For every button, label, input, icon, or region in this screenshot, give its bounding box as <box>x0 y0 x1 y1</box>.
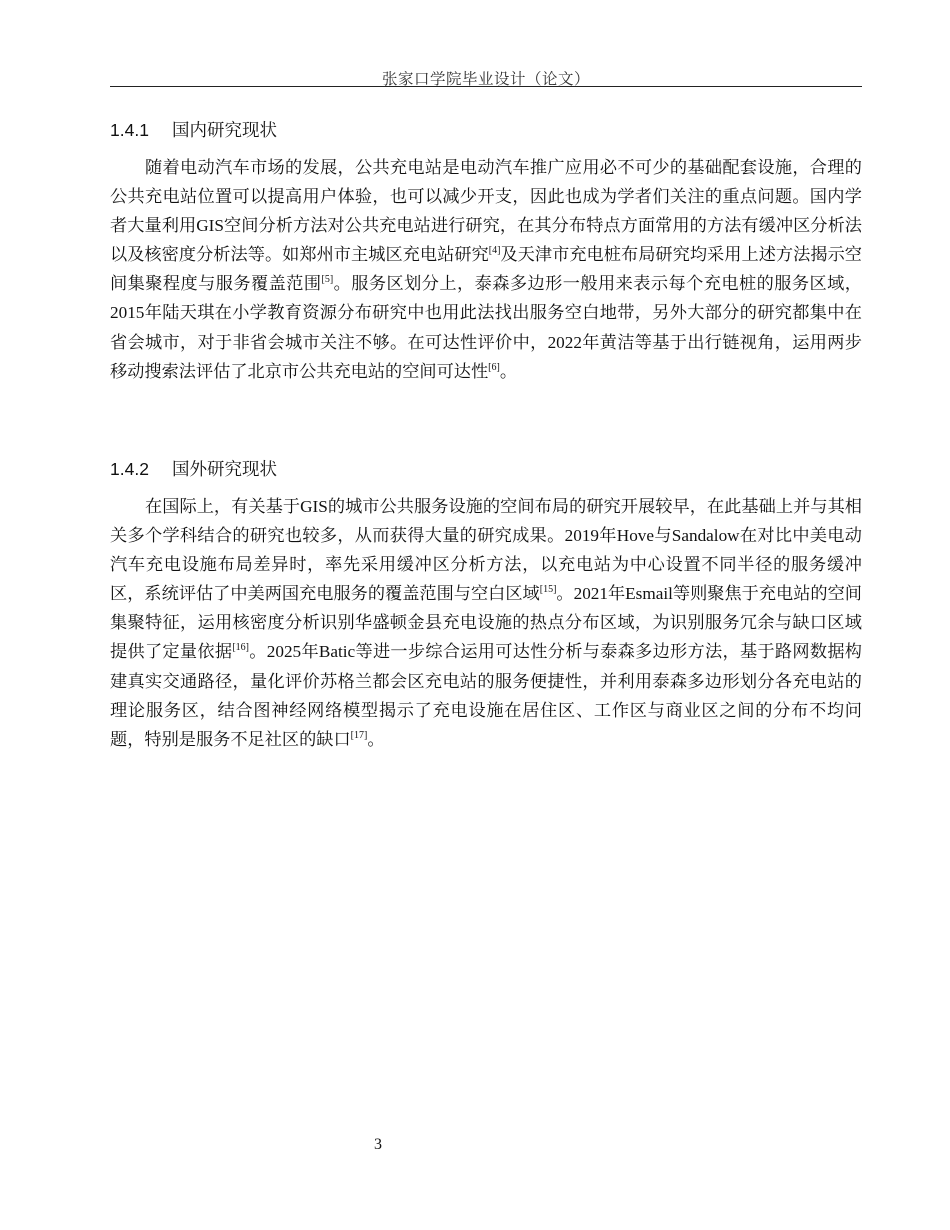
paragraph-foreign <box>110 492 862 754</box>
text-run: 及天津市充电桩布局研究均采用上述方法揭示空间集聚程度与服务覆盖范围 <box>110 245 862 294</box>
paragraph-domestic <box>110 153 862 386</box>
text-run: 。服务区划分上，泰森多边形一般用来表示每个充电桩的服务区域，2015年陆天琪在小学教育资源分布研究中也用此法找出服务空白地带，另外大部分的研究都集中在省会城市，对于非省会城市关注不够。在可达性评价中，2022年黄洁等基于出行链视角，运用两步移动搜索法评估了北京市公共充电站的空间可达性 <box>110 274 862 381</box>
citation-ref: [4] <box>488 245 501 257</box>
section-heading-domestic <box>110 117 277 142</box>
text-run: 随着电动汽车市场的发展，公共充电站是电动汽车推广应用必不可少的基础配套设施，合理的公共充电站位置可以提高用户体验，也可以减少开支，因此也成为学者们关注的重点问题。国内学者大量利用GIS空间分析方法对公共充电站进行研究，在其分布特点方面常用的方法有缓冲区分析法以及核密度分析法等。如郑州市主城区充电站研究 <box>110 158 862 265</box>
citation-ref: [5] <box>321 274 334 286</box>
page-number: 3 <box>374 1136 382 1153</box>
header-rule <box>110 86 862 87</box>
citation-ref: [15] <box>539 584 557 596</box>
text-run: 。 <box>367 729 385 749</box>
section-number: 1.4.2 <box>110 459 149 479</box>
text-run: 。 <box>499 361 518 381</box>
document-page <box>110 0 862 1230</box>
citation-ref: [6] <box>488 361 500 373</box>
running-header: 张家口学院毕业设计（论文） <box>381 71 590 88</box>
citation-ref: [17] <box>350 729 368 741</box>
section-title: 国外研究现状 <box>172 460 277 480</box>
section-heading-foreign <box>110 456 277 481</box>
text-run: 在国际上，有关基于GIS的城市公共服务设施的空间布局的研究开展较早，在此基础上并与其相关多个学科结合的研究也较多，从而获得大量的研究成果。2019年Hove与Sandalow在对比中美电动汽车充电设施布局差异时，率先采用缓冲区分析方法，以充电站为中心设置不同半径的服务缓冲区，系统评估了中美两国充电服务的覆盖范围与空白区域 <box>110 497 862 604</box>
citation-ref: [16] <box>232 642 250 654</box>
text-run: 。2021年Esmail等则聚焦于充电站的空间集聚特征，运用核密度分析识别华盛顿金县充电设施的热点分布区域，为识别服务冗余与缺口区域提供了定量依据 <box>110 584 862 662</box>
section-number: 1.4.1 <box>110 120 149 140</box>
section-title: 国内研究现状 <box>172 121 277 141</box>
text-run: 。2025年Batic等进一步综合运用可达性分析与泰森多边形方法，基于路网数据构建真实交通路径，量化评价苏格兰都会区充电站的服务便捷性，并利用泰森多边形划分各充电站的理论服务区，结合图神经网络模型揭示了充电设施在居住区、工作区与商业区之间的分布不均问题，特别是服务不足社区的缺口 <box>110 642 862 749</box>
